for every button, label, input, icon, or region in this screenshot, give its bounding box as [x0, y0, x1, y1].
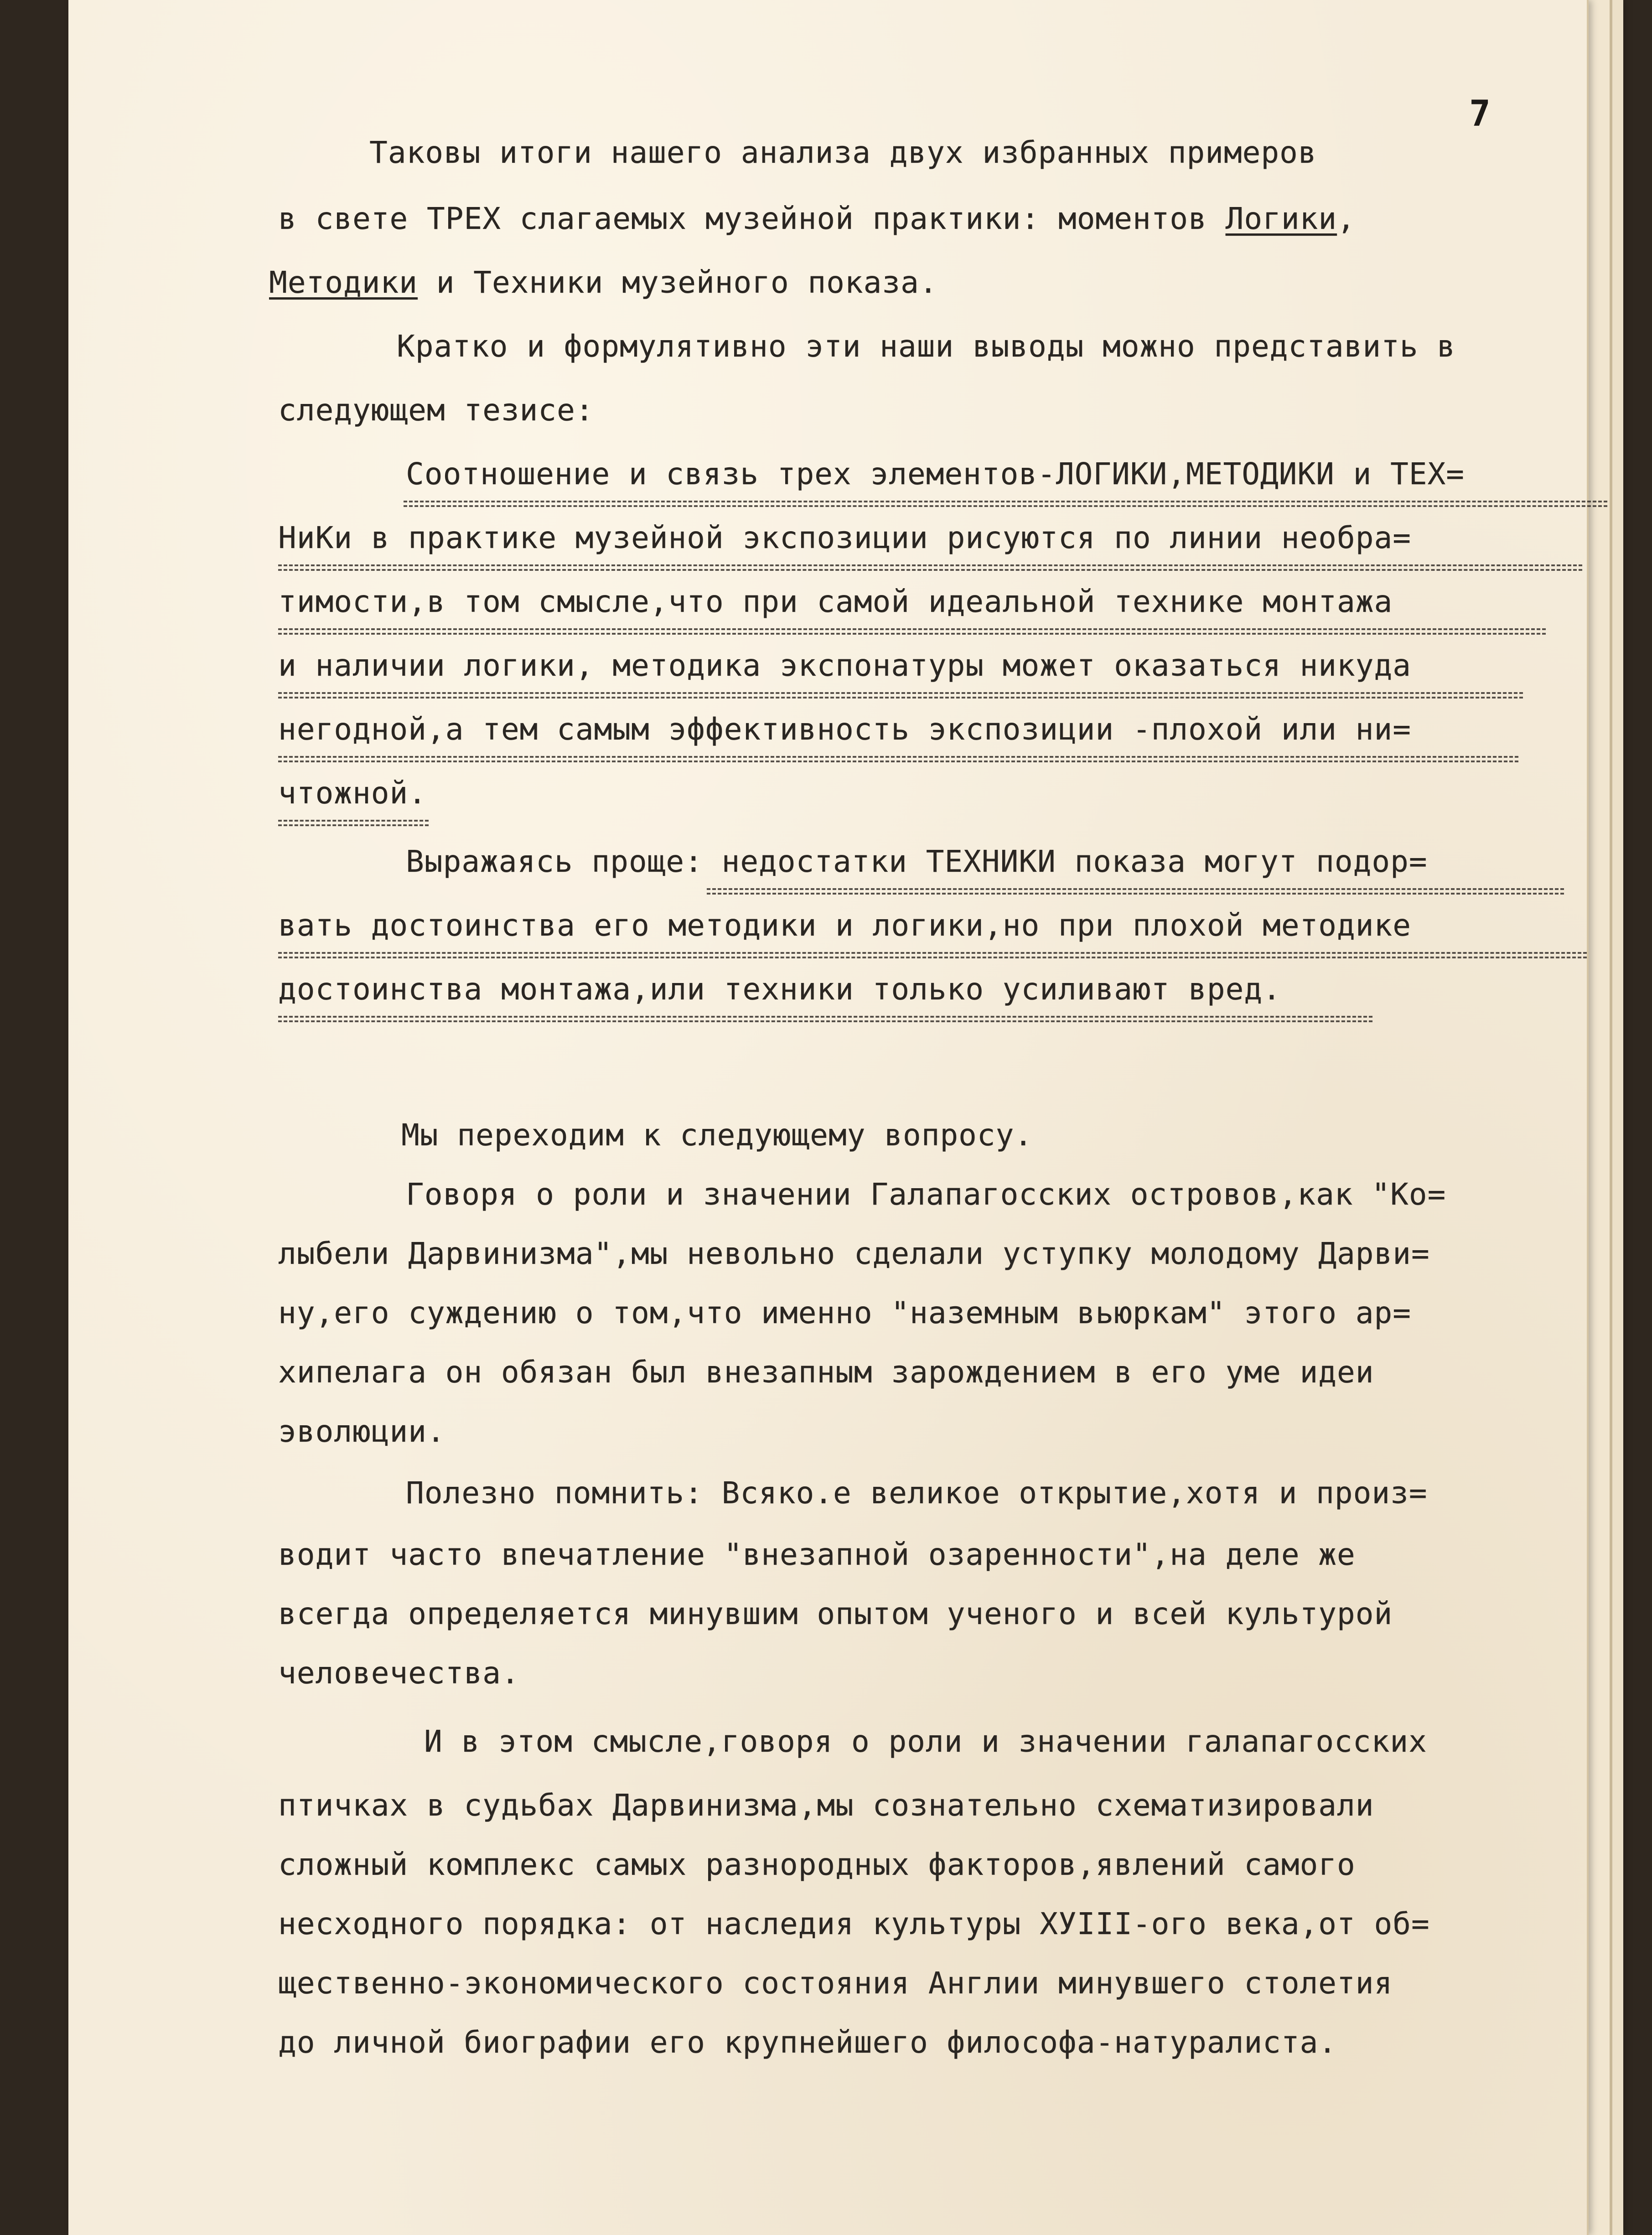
text-line: водит часто впечатление "внезапной озаренности",на деле же — [278, 1537, 1356, 1572]
double-underline — [278, 820, 429, 826]
text-line: ну,его суждению о том,что именно "наземным вьюркам" этого ар= — [278, 1295, 1411, 1330]
double-underline — [278, 952, 1587, 958]
text-line: Кратко и формулятивно эти наши выводы можно представить в — [397, 329, 1455, 364]
text-line: достоинства монтажа,или техники только усиливают вред. — [278, 972, 1281, 1007]
text-line: И в этом смысле,говоря о роли и значении галапагосских — [424, 1724, 1427, 1759]
text-fragment: и Техники — [417, 265, 604, 300]
text-line: следующем тезисе: — [278, 393, 594, 428]
text-line: эволюции. — [278, 1414, 445, 1449]
thesis-line: чтожной. — [278, 776, 427, 811]
text-line: Таковы итоги нашего анализа двух избранных примеров — [369, 135, 1317, 170]
text-line: сложный комплекс самых разнородных факторов,явлений самого — [278, 1847, 1356, 1882]
text-line: щественно-экономического состояния Англии минувшего столетия — [278, 1966, 1393, 2001]
typewritten-page — [68, 0, 1589, 2235]
double-underline — [278, 756, 1518, 762]
thesis-line: Соотношение и связь трех элементов-ЛОГИКИ,МЕТОДИКИ и ТЕХ= — [406, 456, 1465, 491]
text-line: птичках в судьбах Дарвинизма,мы сознательно схематизировали — [278, 1788, 1374, 1823]
text-fragment: , — [1336, 201, 1356, 236]
text-line: несходного порядка: от наследия культуры ХУIII-ого века,от об= — [278, 1906, 1430, 1941]
text-line — [278, 201, 1356, 237]
page-number: 7 — [1469, 93, 1491, 135]
double-underline — [278, 564, 1582, 571]
text-line — [269, 264, 938, 301]
text-line: Полезно помнить: Всяко.е великое открытие,хотя и произ= — [406, 1475, 1428, 1511]
text-line: Говоря о роли и значении Галапагосских островов,как "Ко= — [406, 1177, 1446, 1212]
text-line: вать достоинства его методики и логики,но при плохой методике — [278, 908, 1411, 943]
text-line: лыбели Дарвинизма",мы невольно сделали уступку молодому Дарви= — [278, 1236, 1430, 1271]
text-line: всегда определяется минувшим опытом ученого и всей культурой — [278, 1596, 1393, 1631]
thesis-line: и наличии логики, методика экспонатуры может оказаться никуда — [278, 648, 1411, 683]
thesis-line: НиКи в практике музейной экспозиции рисуются по линии необра= — [278, 520, 1411, 555]
double-underline — [404, 501, 1607, 507]
text-line: до личной биографии его крупнейшего философа-натуралиста. — [278, 2025, 1337, 2060]
underlined-word: Логики — [1225, 201, 1337, 236]
text-line: Мы переходим к следующему вопросу. — [401, 1118, 1033, 1153]
double-underline — [278, 692, 1523, 698]
thesis-line: негодной,а тем самым эффективность экспозиции -плохой или ни= — [278, 712, 1411, 747]
underlined-word: Методики — [269, 265, 418, 300]
thesis-line: тимости,в том смысле,что при самой идеальной технике монтажа — [278, 584, 1393, 619]
text-fragment: в свете ТРЕХ слагаемых музейной практики: моментов — [278, 201, 1226, 236]
text-line: человечества. — [278, 1656, 520, 1691]
double-underline — [707, 888, 1564, 895]
text-line: Выражаясь проще: недостатки ТЕХНИКИ показа могут подор= — [406, 844, 1428, 879]
double-underline — [278, 628, 1546, 635]
double-underline — [278, 1016, 1372, 1022]
text-line: хипелага он обязан был внезапным зарождением в его уме идеи — [278, 1355, 1374, 1390]
text-fragment: музейного показа. — [603, 265, 938, 300]
